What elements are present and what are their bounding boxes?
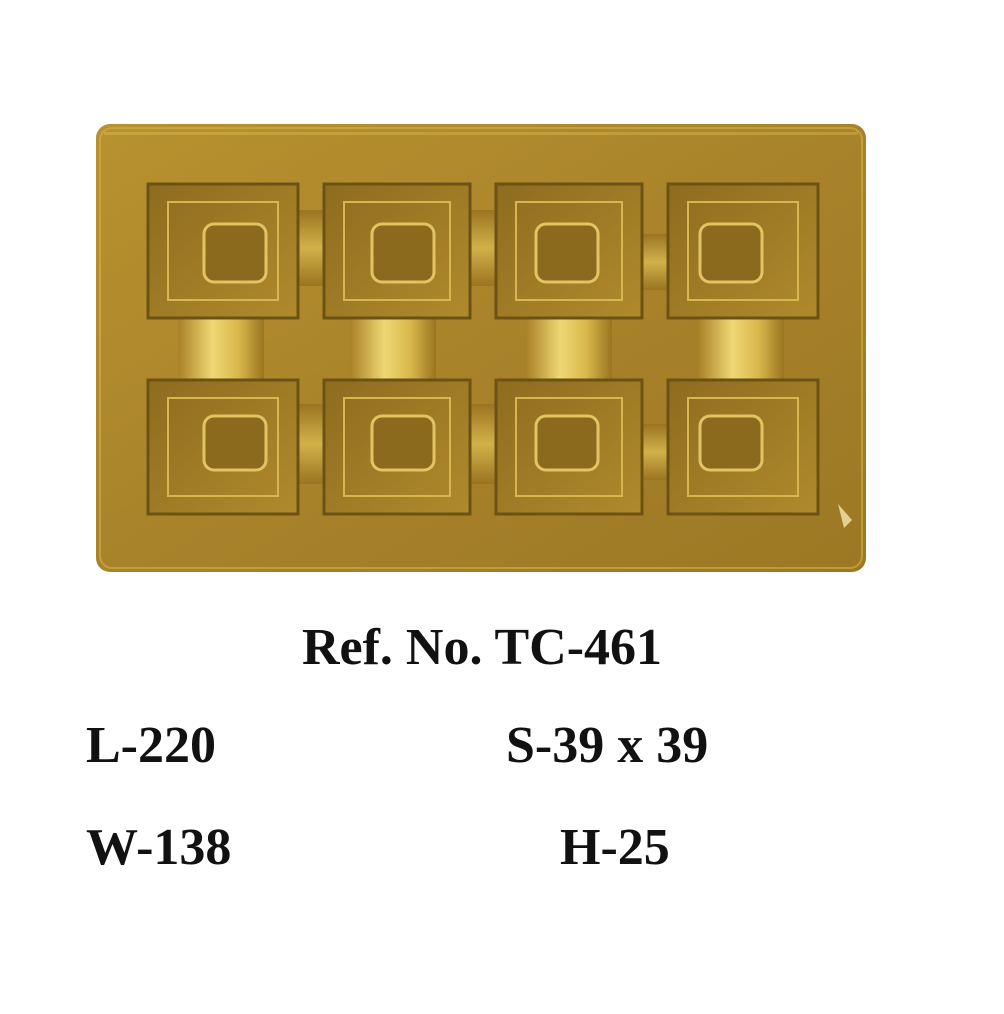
cavity xyxy=(324,184,470,318)
length-spec: L-220 xyxy=(86,717,216,774)
connector-vertical xyxy=(178,318,264,384)
cavity xyxy=(148,380,298,514)
cavity xyxy=(496,184,642,318)
connector-vertical xyxy=(698,318,784,384)
connector-vertical xyxy=(526,318,612,384)
height-spec: H-25 xyxy=(560,819,670,876)
cavity xyxy=(668,380,818,514)
cavity xyxy=(668,184,818,318)
product-tray-image xyxy=(96,124,866,572)
cavity xyxy=(496,380,642,514)
connector-vertical xyxy=(350,318,436,384)
cavity xyxy=(324,380,470,514)
cavity-size-spec: S-39 x 39 xyxy=(506,717,709,774)
reference-number: Ref. No. TC-461 xyxy=(301,619,663,676)
cavity xyxy=(148,184,298,318)
width-spec: W-138 xyxy=(86,819,232,876)
